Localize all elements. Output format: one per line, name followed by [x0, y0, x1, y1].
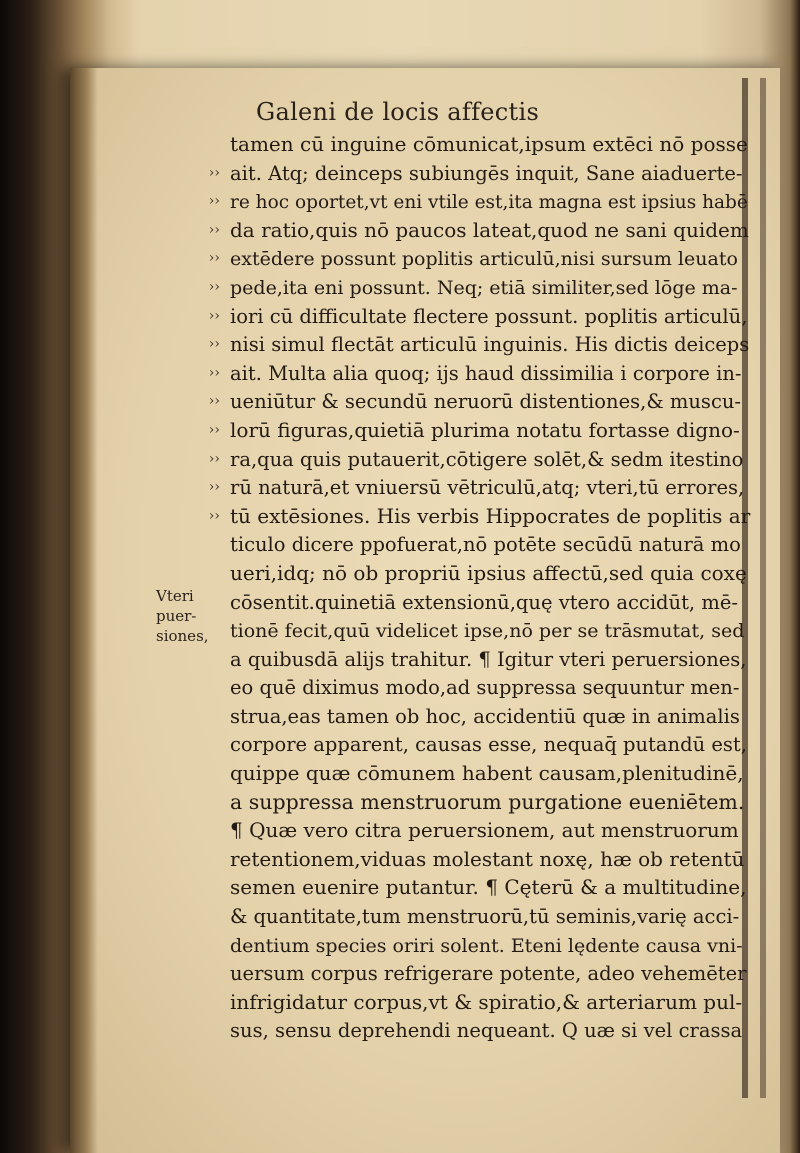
text-line: [230, 988, 750, 1017]
line-text: extēdere possunt poplitis articulū,nisi sursum leuato: [230, 248, 738, 271]
book-page: [70, 68, 780, 1153]
text-line: [208, 302, 750, 331]
line-text: infrigidatur corpus,vt & spiratio,& arteriarum pul-: [230, 989, 743, 1014]
quotation-mark: ››: [208, 364, 220, 381]
text-line: [208, 473, 750, 502]
text-line: [208, 216, 750, 245]
line-text: da ratio,quis nō paucos lateat,quod ne sani quidem: [230, 217, 749, 242]
margin-note: Vteri puer- siones,: [156, 587, 209, 645]
line-text: ueniūtur & secundū neruorū distentiones,& muscu-: [230, 390, 742, 414]
text-line: [208, 244, 750, 273]
text-line: [208, 445, 750, 474]
line-text: ait. Multa alia quoq; ijs haud dissimilia i corpore in-: [230, 361, 742, 385]
text-line: [230, 873, 750, 902]
text-line: [208, 273, 750, 302]
line-text: nisi simul flectāt articulū inguinis. His dictis deiceps: [230, 333, 750, 357]
line-text: eo quē diximus modo,ad suppressa sequuntur men-: [230, 676, 740, 700]
text-line: [230, 645, 750, 674]
line-text: ueri,idq; nō ob propriū ipsius affectū,sed quia coxę: [230, 560, 747, 585]
line-text: cōsentit.quinetiā extensionū,quę vtero accidūt, mē-: [230, 590, 738, 614]
text-line: [230, 1016, 750, 1045]
text-line: [208, 330, 750, 359]
line-text: ticulo dicere ppofuerat,nō potēte secūdū naturā mo: [230, 533, 741, 557]
line-text: tionē fecit,quū videlicet ipse,nō per se trāsmutat, sed: [230, 620, 745, 643]
quotation-mark: ››: [208, 278, 220, 295]
page-edge: [70, 68, 98, 1153]
text-line: [230, 730, 750, 759]
line-text: dentium species oriri solent. Eteni lędente causa vni-: [230, 934, 743, 957]
line-text: retentionem,viduas molestant noxę, hæ ob retentū: [230, 846, 745, 871]
text-line: [230, 702, 750, 731]
line-text: tamen cū inguine cōmunicat,ipsum extēci nō posse: [230, 132, 748, 156]
line-text: tū extēsiones. His verbis Hippocrates de poplitis ar: [230, 503, 751, 528]
margin-rule: [760, 78, 766, 1098]
quotation-mark: ››: [208, 164, 220, 181]
quotation-mark: ››: [208, 450, 220, 467]
text-line: [230, 788, 750, 817]
quotation-mark: ››: [208, 193, 220, 210]
line-text: uersum corpus refrigerare potente, adeo vehemēter: [230, 962, 747, 986]
line-text: ra,qua quis putauerit,cōtigere solēt,& sedm itestino: [230, 447, 744, 471]
line-text: a suppressa menstruorum purgatione eueniētem.: [230, 789, 745, 814]
text-line: [230, 530, 750, 559]
text-line: [208, 159, 750, 188]
text-line: [230, 616, 750, 645]
line-text: ¶ Quæ vero citra peruersionem, aut menstruorum: [230, 818, 739, 843]
text-block: [208, 130, 751, 1045]
text-line: [230, 673, 750, 702]
quotation-mark: ››: [208, 421, 220, 438]
quotation-mark: ››: [208, 479, 220, 496]
text-line: [230, 130, 750, 159]
quotation-mark: ››: [208, 221, 220, 238]
text-line: [230, 759, 750, 788]
text-line: [230, 845, 750, 874]
text-line: [208, 387, 750, 416]
line-text: ait. Atq; deinceps subiungēs inquit, Sane aiaduerte-: [230, 161, 743, 185]
running-head: Galeni de locis affectis: [256, 98, 540, 126]
quotation-mark: ››: [208, 307, 220, 324]
text-line: [230, 559, 750, 588]
text-line: [230, 902, 750, 931]
line-text: sus, sensu deprehendi nequeant. Q uæ si vel crassa: [230, 1019, 743, 1043]
line-text: iori cū difficultate flectere possunt. poplitis articulū,: [230, 304, 748, 328]
line-text: strua,eas tamen ob hoc, accidentiū quæ in animalis: [230, 704, 740, 728]
text-line: [208, 416, 750, 445]
line-text: semen euenire putantur. ¶ Cęterū & a multitudine,: [230, 875, 747, 900]
line-text: corpore apparent, causas esse, nequaq̄ putandū est,: [230, 733, 747, 757]
line-text: a quibusdā alijs trahitur. ¶ Igitur vteri peruersiones,: [230, 647, 747, 671]
text-line: [230, 816, 750, 845]
text-line: [230, 931, 750, 960]
text-line: [230, 959, 750, 988]
quotation-mark: ››: [208, 336, 220, 353]
quotation-mark: ››: [208, 250, 220, 267]
line-text: & quantitate,tum menstruorū,tū seminis,varię acci-: [230, 905, 740, 929]
line-text: pede,ita eni possunt. Neq; etiā similiter,sed lōge ma-: [230, 276, 738, 299]
line-text: rū naturā,et vniuersū vētriculū,atq; vteri,tū errores,: [230, 476, 745, 500]
line-text: quippe quæ cōmunem habent causam,plenitudinē,: [230, 761, 744, 786]
line-text: lorū figuras,quietiā plurima notatu fortasse digno-: [230, 417, 740, 442]
line-text: re hoc oportet,vt eni vtile est,ita magna est ipsius habē: [230, 192, 748, 214]
text-line: [208, 187, 750, 216]
text-line: [230, 588, 750, 617]
text-line: [208, 359, 750, 388]
quotation-mark: ››: [208, 393, 220, 410]
text-line: [208, 502, 751, 531]
quotation-mark: ››: [208, 507, 220, 524]
